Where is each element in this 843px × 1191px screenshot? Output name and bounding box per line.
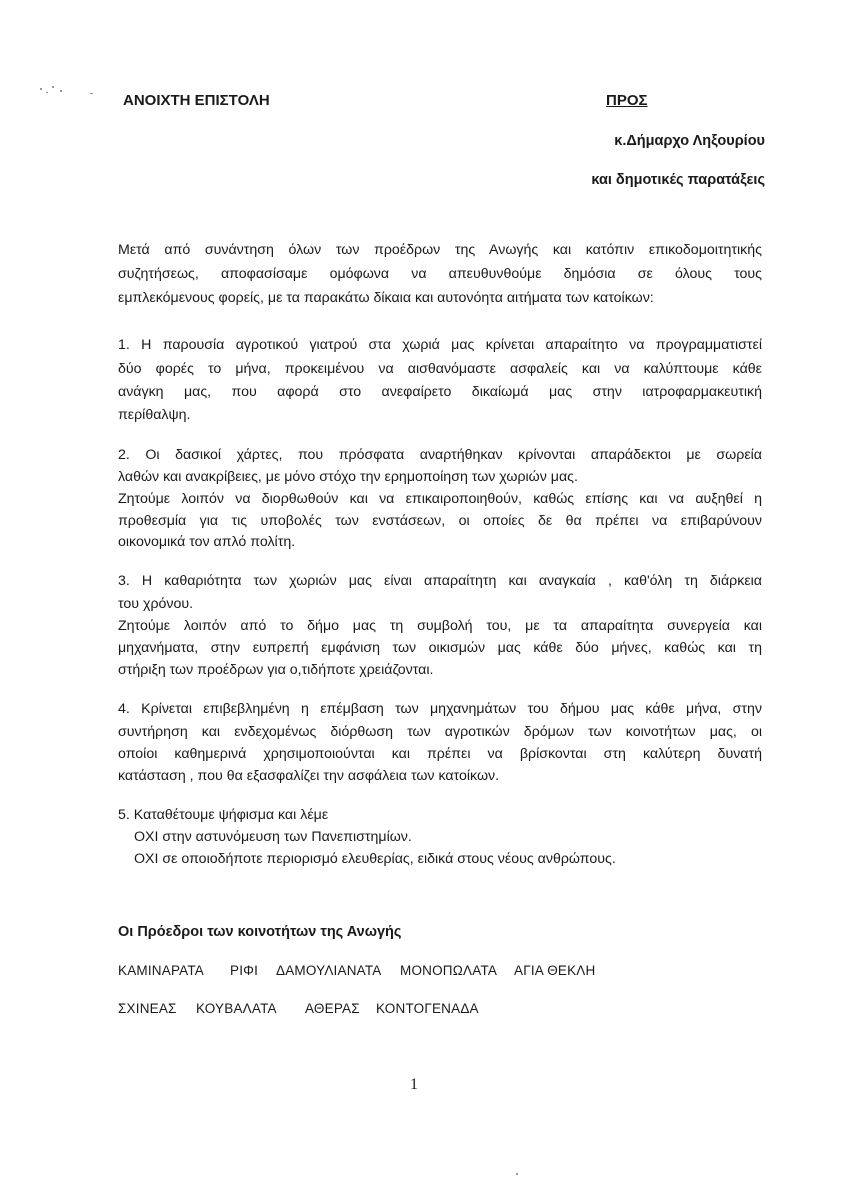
- point-3-line: Ζητούμε λοιπόν από το δήμο μας τη συμβολή του, με τα απαραίτητα συνεργεία και: [118, 618, 762, 634]
- signature-heading: Οι Πρόεδροι των κοινοτήτων της Ανωγής: [118, 924, 402, 940]
- village-kontogenada: ΚΟΝΤΟΓΕΝΑΔΑ: [376, 1001, 479, 1016]
- village-schineas: ΣΧΙΝΕΑΣ: [118, 1001, 177, 1016]
- village-kaminarata: ΚΑΜΙΝΑΡΑΤΑ: [118, 963, 205, 978]
- point-2-line: Ζητούμε λοιπόν να διορθωθούν και να επικαιροποιηθούν, καθώς επίσης και να αυξηθεί η: [118, 491, 762, 507]
- scan-speck: [40, 88, 42, 90]
- page-number: 1: [410, 1076, 418, 1093]
- point-5-no-restriction: ΟΧΙ σε οποιοδήποτε περιορισμό ελευθερίας, ειδικά στους νέους ανθρώπους.: [134, 851, 616, 867]
- point-1-line: δύο φορές το μήνα, προκειμένου να αισθανόμαστε ασφαλείς και να καλύπτουμε κάθε: [118, 361, 762, 377]
- village-monopolata: ΜΟΝΟΠΩΛΑΤΑ: [400, 963, 498, 978]
- village-damoulianata: ΔΑΜΟΥΛΙΑΝΑΤΑ: [276, 963, 382, 978]
- addressee-mayor: κ.Δήμαρχο Ληξουρίου: [614, 133, 765, 149]
- scan-speck: [516, 1173, 518, 1175]
- village-agia-thekli: ΑΓΙΑ ΘΕΚΛΗ: [514, 963, 596, 978]
- village-atheras: ΑΘΕΡΑΣ: [305, 1001, 360, 1016]
- point-4-line: συντήρηση και ενδεχομένως διόρθωση των αγροτικών δρόμων των κοινοτήτων μας, οι: [118, 724, 762, 740]
- village-rifi: ΡΙΦΙ: [230, 963, 259, 978]
- village-kouvalata: ΚΟΥΒΑΛΑΤΑ: [196, 1001, 277, 1016]
- point-4-line: κατάσταση , που θα εξασφαλίζει την ασφάλεια των κατοίκων.: [118, 768, 500, 784]
- to-label: ΠΡΟΣ: [606, 92, 648, 109]
- scan-speck: [46, 92, 48, 93]
- scan-speck: [60, 90, 62, 92]
- point-2-line: οικονομικά τον απλό πολίτη.: [118, 534, 296, 550]
- point-1-line: 1. Η παρουσία αγροτικού γιατρού στα χωριά μας κρίνεται απαραίτητο να προγραμματιστεί: [118, 337, 762, 353]
- point-3-line: του χρόνου.: [118, 596, 194, 612]
- point-1-line: περίθαλψη.: [118, 407, 191, 423]
- point-1-line: ανάγκη μας, που αφορά στο ανεφαίρετο δικαίωμά μας στην ιατροφαρμακευτική: [118, 384, 762, 400]
- open-letter-title: ΑΝΟΙΧΤΗ ΕΠΙΣΤΟΛΗ: [123, 92, 270, 109]
- point-4-line: οποίοι καθημερινά χρησιμοποιούνται και πρέπει να βρίσκονται στη καλύτερη δυνατή: [118, 746, 762, 762]
- scan-speck: [90, 93, 93, 94]
- point-3-line: στήριξη των προέδρων για ο,τιδήποτε χρειάζονται.: [118, 662, 434, 678]
- point-4-line: 4. Κρίνεται επιβεβλημένη η επέμβαση των μηχανημάτων του δήμου μας κάθε μήνα, στην: [118, 701, 762, 717]
- point-2-line: λαθών και ανακρίβειες, με μόνο στόχο την ερημοποίηση των χωριών μας.: [118, 469, 578, 485]
- point-2-line: 2. Οι δασικοί χάρτες, που πρόσφατα αναρτήθηκαν κρίνονται απαράδεκτοι με σωρεία: [118, 447, 762, 463]
- point-2-line: προθεσμία για τις υποβολές των ενστάσεων, οι οποίες δε θα πρέπει να επιβαρύνουν: [118, 513, 762, 529]
- point-3-line: μηχανήματα, στην ευπρεπή εμφάνιση των οικισμών μας κάθε δύο μήνες, καθώς και τη: [118, 640, 762, 656]
- intro-line: συζητήσεως, αποφασίσαμε ομόφωνα να απευθυνθούμε δημόσια σε όλους τους: [118, 266, 762, 282]
- intro-line: εμπλεκόμενους φορείς, με τα παρακάτω δίκαια και αυτονόητα αιτήματα των κατοίκων:: [118, 290, 654, 306]
- point-5-no-police: ΟΧΙ στην αστυνόμευση των Πανεπιστημίων.: [134, 829, 412, 845]
- point-3-line: 3. Η καθαριότητα των χωριών μας είναι απαραίτητη και αναγκαία , καθ'όλη τη διάρκεια: [118, 573, 762, 589]
- point-5-line: 5. Καταθέτουμε ψήφισμα και λέμε: [118, 807, 329, 823]
- scan-speck: [52, 86, 54, 88]
- addressee-factions: και δημοτικές παρατάξεις: [591, 172, 765, 188]
- intro-line: Μετά από συνάντηση όλων των προέδρων της Ανωγής και κατόπιν επικοδομοιτητικής: [118, 242, 762, 258]
